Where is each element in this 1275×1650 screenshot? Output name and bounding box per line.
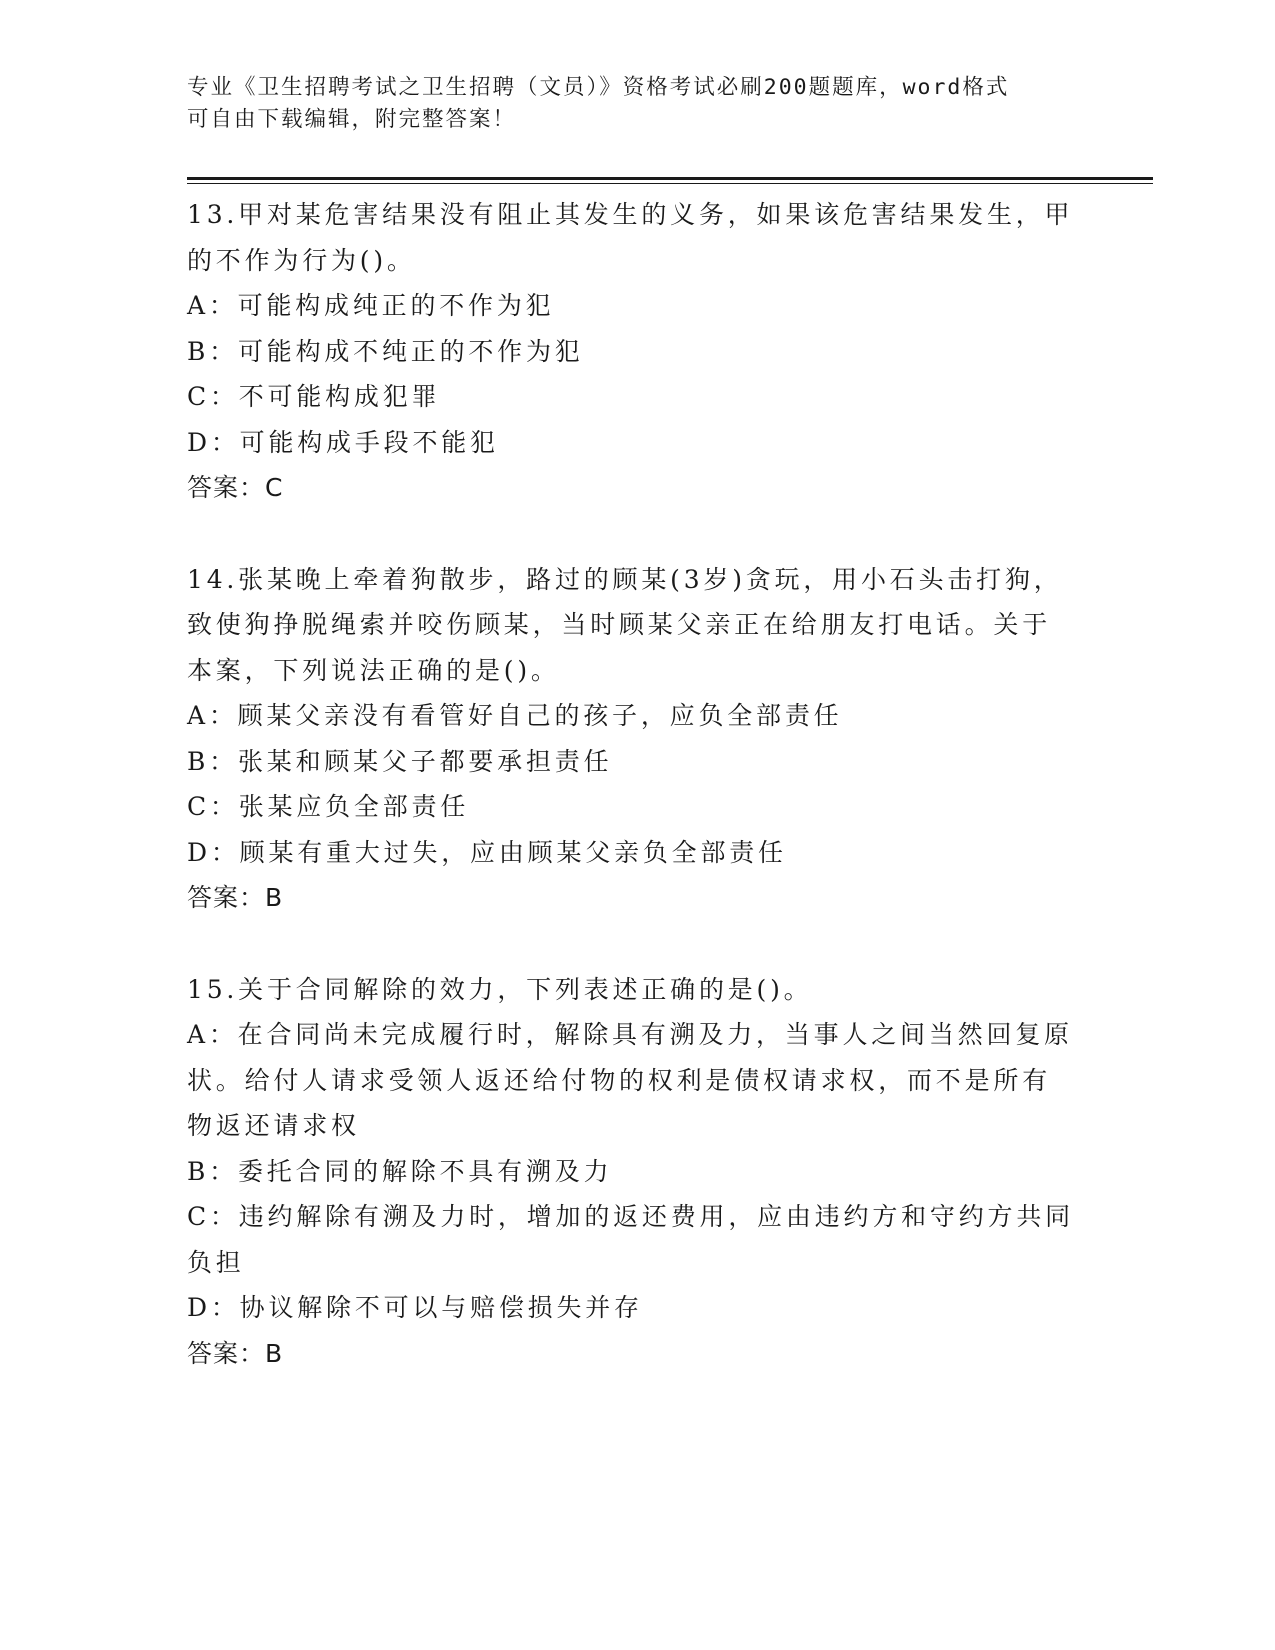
question-stem-line: 13.甲对某危害结果没有阻止其发生的义务，如果该危害结果发生，甲 xyxy=(187,200,1074,229)
answer-line: 答案：C xyxy=(187,473,284,502)
option-a-continued: 状。给付人请求受领人返还给付物的权利是债权请求权，而不是所有 xyxy=(187,1065,1052,1095)
question-block xyxy=(187,557,1077,921)
question-spacer xyxy=(187,921,1077,967)
option-d: D：顾某有重大过失，应由顾某父亲负全部责任 xyxy=(187,837,787,867)
question-stem-line: 致使狗挣脱绳索并咬伤顾某，当时顾某父亲正在给朋友打电话。关于 xyxy=(187,610,1052,639)
question-stem-line: 14.张某晚上牵着狗散步，路过的顾某(3岁)贪玩，用小石头击打狗， xyxy=(187,564,1063,594)
option-d: D：可能构成手段不能犯 xyxy=(187,427,499,457)
question-list xyxy=(187,192,1077,1376)
option-b: B：委托合同的解除不具有溯及力 xyxy=(187,1156,613,1186)
option-c: C：不可能构成犯罪 xyxy=(187,382,441,411)
header-title-line-2: 可自由下载编辑，附完整答案！ xyxy=(187,107,517,132)
question-block xyxy=(187,192,1077,511)
answer-line: 答案：B xyxy=(187,883,284,912)
option-d: D：协议解除不可以与赔偿损失并存 xyxy=(187,1293,643,1322)
option-c-continued: 负担 xyxy=(187,1247,245,1277)
option-c: C：张某应负全部责任 xyxy=(187,792,470,821)
option-a: A：顾某父亲没有看管好自己的孩子，应负全部责任 xyxy=(187,701,843,730)
question-stem-line: 的不作为行为()。 xyxy=(187,245,416,275)
option-a: A：在合同尚未完成履行时，解除具有溯及力，当事人之间当然回复原 xyxy=(187,1020,1073,1049)
option-a: A：可能构成纯正的不作为犯 xyxy=(187,291,555,320)
option-c: C：违约解除有溯及力时，增加的返还费用，应由违约方和守约方共同 xyxy=(187,1202,1074,1231)
question-spacer xyxy=(187,511,1077,557)
header-title-line-1: 专业《卫生招聘考试之卫生招聘（文员）》资格考试必刷200题题库，word格式 xyxy=(187,75,1010,100)
header-divider-thick xyxy=(187,177,1153,180)
document-header xyxy=(187,72,1067,136)
question-stem-line: 本案，下列说法正确的是()。 xyxy=(187,655,560,685)
header-divider-thin xyxy=(187,183,1153,184)
option-a-continued: 物返还请求权 xyxy=(187,1111,360,1140)
answer-line: 答案：B xyxy=(187,1338,284,1368)
option-b: B：可能构成不纯正的不作为犯 xyxy=(187,336,584,366)
option-b: B：张某和顾某父子都要承担责任 xyxy=(187,746,613,776)
question-block xyxy=(187,967,1077,1377)
question-stem-line: 15.关于合同解除的效力，下列表述正确的是()。 xyxy=(187,974,813,1004)
